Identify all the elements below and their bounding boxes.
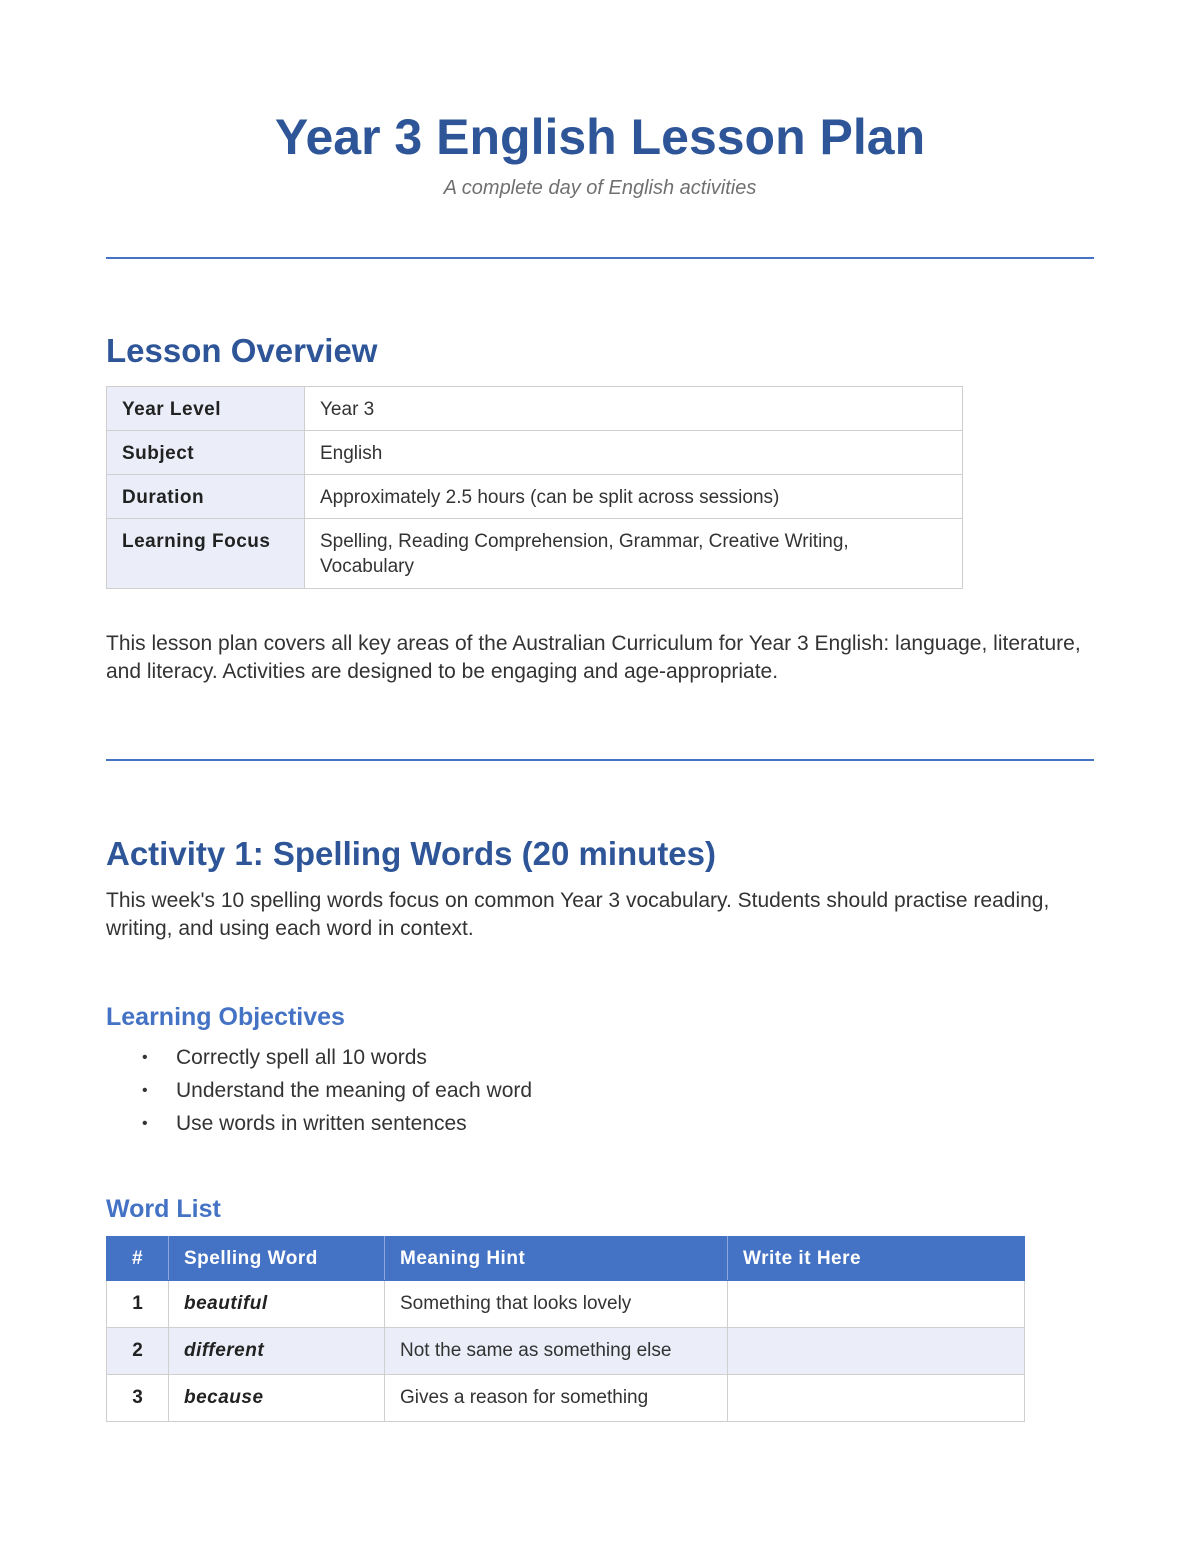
column-header-word: Spelling Word	[169, 1237, 385, 1281]
spelling-word: because	[169, 1375, 385, 1422]
objective-text: Use words in written sentences	[176, 1112, 467, 1135]
overview-value: Approximately 2.5 hours (can be split across sessions)	[305, 475, 963, 519]
list-item	[106, 1107, 532, 1140]
overview-row	[107, 431, 963, 475]
document-title: Year 3 English Lesson Plan	[274, 109, 926, 165]
column-header-write: Write it Here	[728, 1237, 1025, 1281]
list-item	[106, 1074, 532, 1107]
overview-value: Year 3	[305, 387, 963, 431]
spelling-word: different	[169, 1328, 385, 1375]
table-row	[107, 1375, 1025, 1422]
write-cell[interactable]	[728, 1375, 1025, 1422]
word-number: 3	[107, 1375, 169, 1422]
subheading-objectives: Learning Objectives	[106, 1003, 345, 1031]
overview-key: Duration	[107, 475, 305, 519]
divider	[106, 759, 1094, 761]
table-row	[107, 1328, 1025, 1375]
overview-key: Learning Focus	[107, 519, 305, 589]
bullet-icon: •	[142, 1082, 148, 1099]
word-number: 1	[107, 1281, 169, 1328]
activity1-intro: This week's 10 spelling words focus on common Year 3 vocabulary. Students should practise reading, writing, and using each word in context.	[106, 889, 1050, 940]
objective-text: Understand the meaning of each word	[176, 1079, 533, 1102]
objectives-list	[106, 1041, 532, 1140]
divider	[106, 257, 1094, 259]
write-cell[interactable]	[728, 1281, 1025, 1328]
section-heading-activity1: Activity 1: Spelling Words (20 minutes)	[106, 835, 717, 872]
overview-table	[106, 386, 963, 589]
bullet-icon: •	[142, 1049, 148, 1066]
column-header-hint: Meaning Hint	[385, 1237, 728, 1281]
overview-row	[107, 387, 963, 431]
section-heading-overview: Lesson Overview	[106, 332, 378, 369]
subheading-word-list: Word List	[106, 1195, 221, 1223]
table-row	[107, 1281, 1025, 1328]
meaning-hint: Something that looks lovely	[385, 1281, 728, 1328]
overview-key: Subject	[107, 431, 305, 475]
objective-text: Correctly spell all 10 words	[176, 1046, 427, 1069]
overview-paragraph: This lesson plan covers all key areas of the Australian Curriculum for Year 3 English: language, literature, and literacy. Activities are designed to be engaging and age-appropriate.	[106, 632, 1081, 683]
overview-value: Spelling, Reading Comprehension, Grammar, Creative Writing, Vocabulary	[305, 519, 963, 589]
table-header-row	[107, 1237, 1025, 1281]
write-cell[interactable]	[728, 1328, 1025, 1375]
column-header-number: #	[107, 1237, 169, 1281]
overview-row	[107, 519, 963, 589]
list-item	[106, 1041, 532, 1074]
overview-value: English	[305, 431, 963, 475]
word-list-table	[106, 1236, 1025, 1422]
overview-row	[107, 475, 963, 519]
bullet-icon: •	[142, 1115, 148, 1132]
spelling-word: beautiful	[169, 1281, 385, 1328]
overview-key: Year Level	[107, 387, 305, 431]
meaning-hint: Not the same as something else	[385, 1328, 728, 1375]
meaning-hint: Gives a reason for something	[385, 1375, 728, 1422]
document-subtitle: A complete day of English activities	[443, 177, 757, 199]
word-number: 2	[107, 1328, 169, 1375]
